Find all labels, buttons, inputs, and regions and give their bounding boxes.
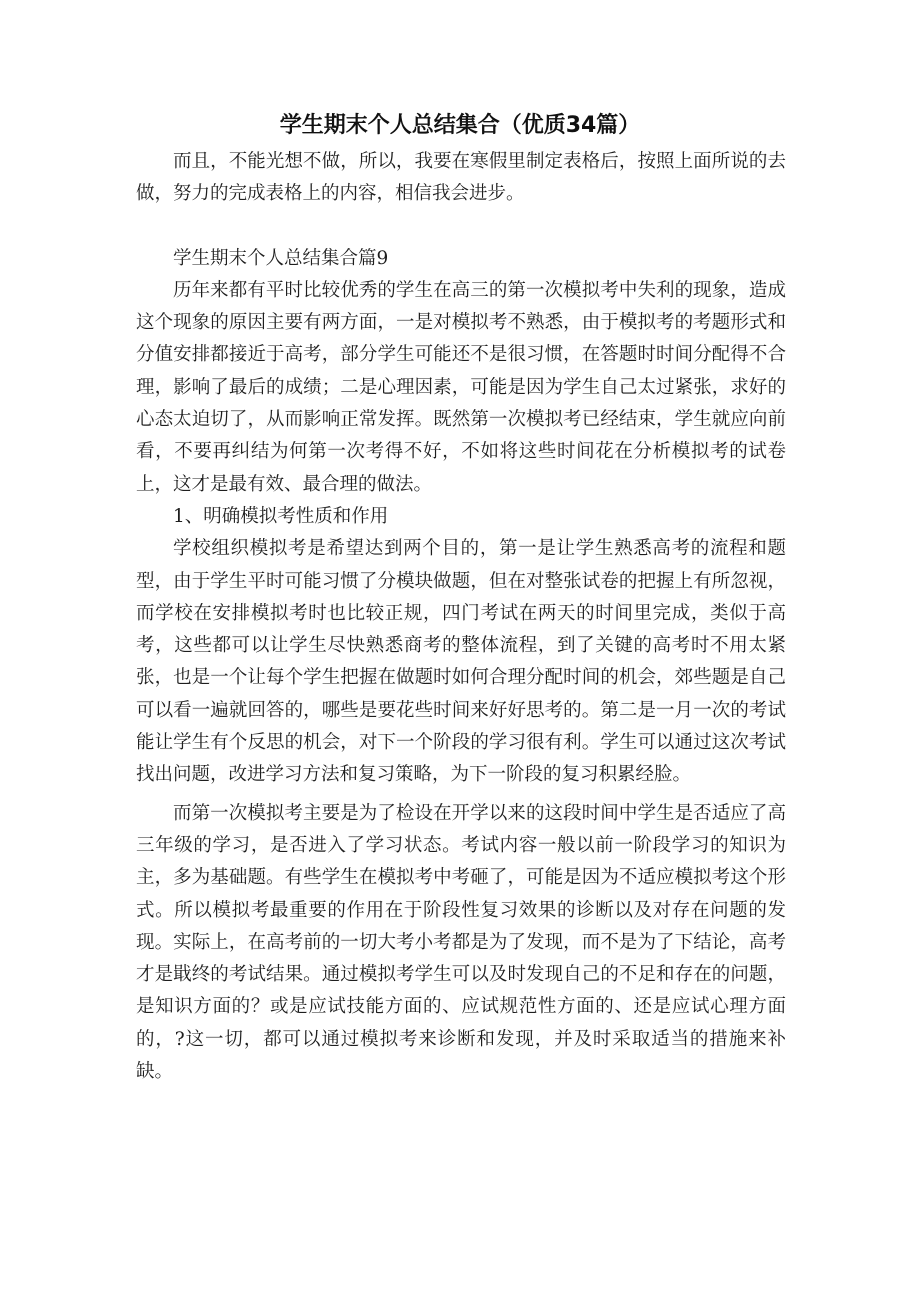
paragraph-first-mock-exam: 而第一次模拟考主要是为了检设在开学以来的这段时间中学生是否适应了高三年级的学习，是否进入了学习状态。考试内容一般以前一阶段学习的知识为主，多为基础题。有些学生在模拟考中考砸了，可能是因为不适应模拟考这个形式。所以模拟考最重要的作用在于阶段性复习效果的诊断以及对存在问题的发现。实际上，在高考前的一切大考小考都是为了发现，而不是为了下结论，高考才是戢终的考试结果。通过模拟考学生可以及时发现自己的不足和存在的问题，是知识方面的？或是应试技能方面的、应试规范性方面的、还是应试心理方面的，?这一切，都可以通过模拟考来诊断和发现，并及时采取适当的措施来补缺。: [136, 802, 786, 1083]
paragraph-exam-purpose: 学校组织模拟考是希望达到两个目的，第一是让学生熟悉高考的流程和题型，由于学生平时可能习惯了分模块做题，但在对整张试卷的把握上有所忽视，而学校在安排模拟考时也比较正规，四门考试在两天的时间里完成，类似于高考，这些都可以让学生尽快熟悉商考的整体流程，到了关键的高考时不用太紧张，也是一个让每个学生把握在做题时如何合理分配时间的机会，郊些题是自己可以看一遍就回答的，哪些是要花些时间来好好思考的。第二是一月一次的考试能让学生有个反思的机会，对下一个阶段的学习很有利。学生可以通过这次考试找出问题，改进学习方法和复习策略，为下一阶段的复习积累经脸。: [136, 538, 786, 786]
paragraph-spacer: [136, 211, 786, 243]
paragraph-intro: 而且，不能光想不做，所以，我要在寒假里制定表格后，按照上面所说的去做，努力的完成表格上的内容，相信我会进步。: [136, 151, 786, 205]
subsection-heading: 1、明确模拟考性质和作用: [173, 505, 389, 527]
document-body: [136, 146, 786, 1088]
paragraph-mock-exam-overview: 历年来都有平时比较优秀的学生在高三的第一次模拟考中失利的现象，造成这个现象的原因主要有两方面，一是对模拟考不熟悉，由于模拟考的考题形式和分值安排都接近于高考，部分学生可能还不是很习惯，在答题时时间分配得不合理，影响了最后的成绩；二是心理因素，可能是因为学生自己太过紧张，求好的心态太迫切了，从而影响正常发挥。既然第一次模拟考已经结束，学生就应向前看，不要再纠结为何第一次考得不好，不如将这些时间花在分析模拟考的试卷上，这才是最有效、最合理的做法。: [136, 279, 786, 495]
section-heading: 学生期末个人总结集合篇9: [173, 247, 389, 269]
document-title: 学生期末个人总结集合（优质34篇）: [279, 113, 641, 138]
